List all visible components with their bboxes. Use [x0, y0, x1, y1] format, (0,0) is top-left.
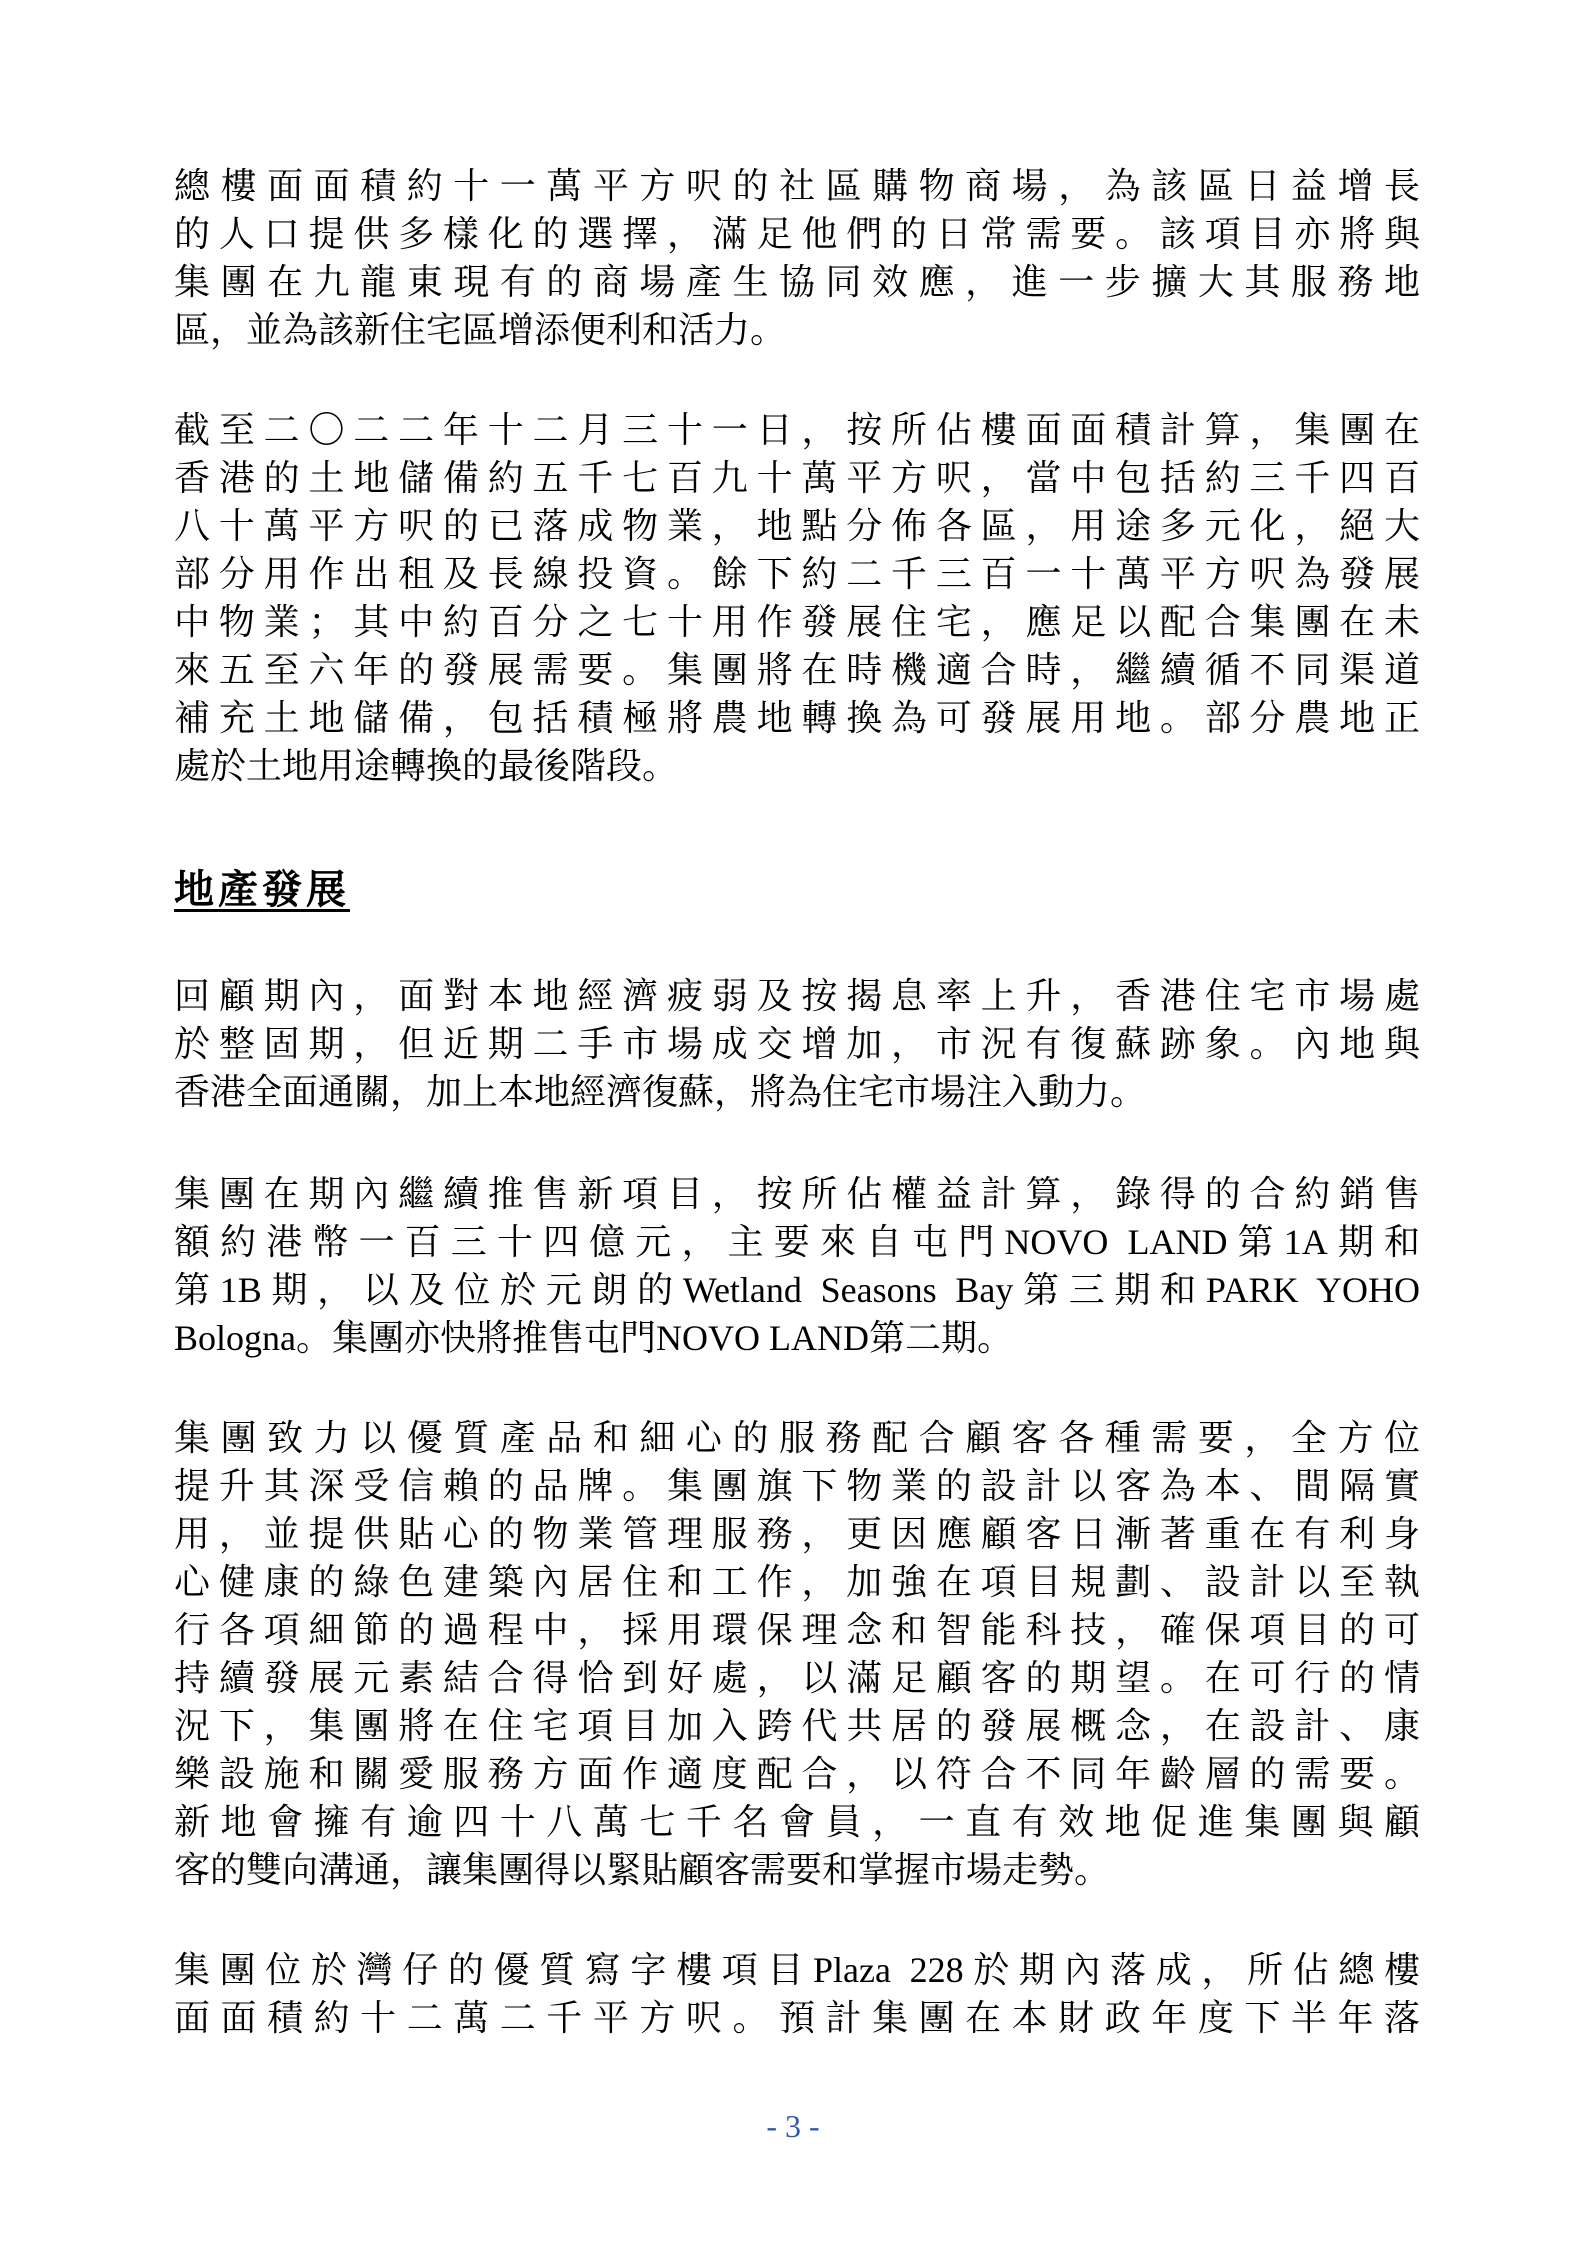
text-line: 心健康的綠色建築內居住和工作，加強在項目規劃、設計以至執 [174, 1562, 1420, 1602]
text-line: 回顧期內，面對本地經濟疲弱及按揭息率上升，香港住宅市場處 [174, 976, 1420, 1016]
text-line: 於整固期，但近期二手市場成交增加，市況有復蘇跡象。內地與 [174, 1024, 1420, 1064]
text-line: 來五至六年的發展需要。集團將在時機適合時，繼續循不同渠道 [174, 650, 1420, 690]
paragraph-contracted-sales [174, 1170, 1420, 1362]
text-line: 部分用作出租及長線投資。餘下約二千三百一十萬平方呎為發展 [174, 554, 1420, 594]
text-line: 額約港幣一百三十四億元，主要來自屯門NOVO LAND第1A期和 [174, 1222, 1420, 1262]
text-line: 持續發展元素結合得恰到好處，以滿足顧客的期望。在可行的情 [174, 1658, 1420, 1698]
text-line: 況下，集團將在住宅項目加入跨代共居的發展概念，在設計、康 [174, 1706, 1420, 1746]
paragraph-market-review [174, 972, 1420, 1116]
paragraph-land-bank [174, 406, 1420, 790]
text-line: 區，並為該新住宅區增添便利和活力。 [174, 310, 787, 350]
text-line: 面面積約十二萬二千平方呎。預計集團在本財政年度下半年落 [174, 1998, 1420, 2038]
text-line: 用，並提供貼心的物業管理服務，更因應顧客日漸著重在有利身 [174, 1514, 1420, 1554]
text-line: 香港全面通關，加上本地經濟復蘇，將為住宅市場注入動力。 [174, 1072, 1147, 1112]
text-line: 客的雙向溝通，讓集團得以緊貼顧客需要和掌握市場走勢。 [174, 1850, 1111, 1890]
text-line: Bologna。集團亦快將推售屯門NOVO LAND第二期。 [174, 1318, 1013, 1358]
text-line: 截至二〇二二年十二月三十一日，按所佔樓面面積計算，集團在 [174, 410, 1420, 450]
text-line: 集團在期內繼續推售新項目，按所佔權益計算，錄得的合約銷售 [174, 1174, 1420, 1214]
paragraph-shopping-mall [174, 162, 1420, 354]
text-line: 集團在九龍東現有的商場產生協同效應，進一步擴大其服務地 [174, 262, 1420, 302]
paragraph-brand-quality [174, 1414, 1420, 1894]
text-line: 新地會擁有逾四十八萬七千名會員，一直有效地促進集團與顧 [174, 1802, 1420, 1842]
section-heading: 地產發展 [174, 867, 350, 913]
text-line: 行各項細節的過程中，採用環保理念和智能科技，確保項目的可 [174, 1610, 1420, 1650]
text-line: 集團位於灣仔的優質寫字樓項目Plaza 228於期內落成，所佔總樓 [174, 1950, 1420, 1990]
text-line: 香港的土地儲備約五千七百九十萬平方呎，當中包括約三千四百 [174, 458, 1420, 498]
text-line: 總樓面面積約十一萬平方呎的社區購物商場，為該區日益增長 [174, 166, 1420, 206]
text-line: 的人口提供多樣化的選擇，滿足他們的日常需要。該項目亦將與 [174, 214, 1420, 254]
text-line: 樂設施和關愛服務方面作適度配合，以符合不同年齡層的需要。 [174, 1754, 1420, 1794]
text-line: 處於土地用途轉換的最後階段。 [174, 746, 679, 786]
text-line: 提升其深受信賴的品牌。集團旗下物業的設計以客為本、間隔實 [174, 1466, 1420, 1506]
page-number: - 3 - [766, 2108, 820, 2144]
text-line: 中物業；其中約百分之七十用作發展住宅，應足以配合集團在未 [174, 602, 1420, 642]
paragraph-office-project [174, 1946, 1420, 2042]
text-line: 補充土地儲備，包括積極將農地轉換為可發展用地。部分農地正 [174, 698, 1420, 738]
text-line: 八十萬平方呎的已落成物業，地點分佈各區，用途多元化，絕大 [174, 506, 1420, 546]
text-line: 第1B期，以及位於元朗的Wetland Seasons Bay第三期和PARK YOHO [174, 1270, 1420, 1310]
text-line: 集團致力以優質產品和細心的服務配合顧客各種需要，全方位 [174, 1418, 1420, 1458]
